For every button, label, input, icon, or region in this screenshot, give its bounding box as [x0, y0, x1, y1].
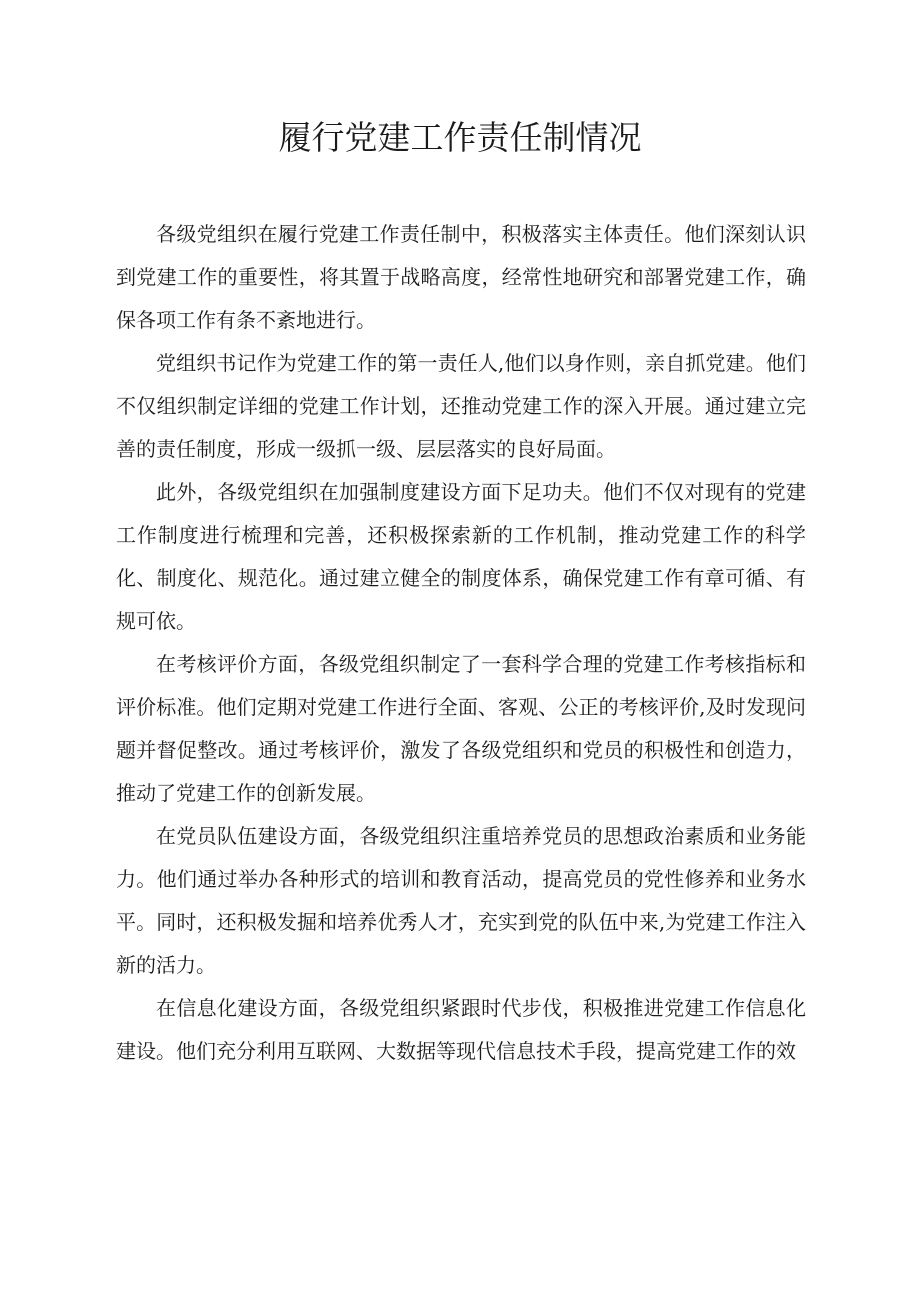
paragraph-6: 在信息化建设方面，各级党组织紧跟时代步伐，积极推进党建工作信息化建设。他们充分利用互联网、大数据等现代信息技术手段，提高党建工作的效 — [116, 996, 806, 1063]
paragraph-4: 在考核评价方面，各级党组织制定了一套科学合理的党建工作考核指标和评价标准。他们定期对党建工作进行全面、客观、公正的考核评价,及时发现问题并督促整改。通过考核评价，激发了各级党组织和党员的积极性和创造力，推动了党建工作的创新发展。 — [116, 652, 806, 805]
paragraph-3: 此外，各级党组织在加强制度建设方面下足功夫。他们不仅对现有的党建工作制度进行梳理和完善，还积极探索新的工作机制，推动党建工作的科学化、制度化、规范化。通过建立健全的制度体系，确保党建工作有章可循、有规可依。 — [116, 480, 806, 633]
paragraph-1: 各级党组织在履行党建工作责任制中，积极落实主体责任。他们深刻认识到党建工作的重要性，将其置于战略高度，经常性地研究和部署党建工作，确保各项工作有条不紊地进行。 — [116, 222, 806, 332]
document-body — [116, 213, 806, 1073]
paragraph-2: 党组织书记作为党建工作的第一责任人,他们以身作则，亲自抓党建。他们不仅组织制定详细的党建工作计划，还推动党建工作的深入开展。通过建立完善的责任制度，形成一级抓一级、层层落实的良好局面。 — [116, 351, 806, 461]
document-title: 履行党建工作责任制情况 — [278, 118, 642, 157]
paragraph-5: 在党员队伍建设方面，各级党组织注重培养党员的思想政治素质和业务能力。他们通过举办各种形式的培训和教育活动，提高党员的党性修养和业务水平。同时，还积极发掘和培养优秀人才，充实到党的队伍中来,为党建工作注入新的活力。 — [116, 824, 806, 977]
